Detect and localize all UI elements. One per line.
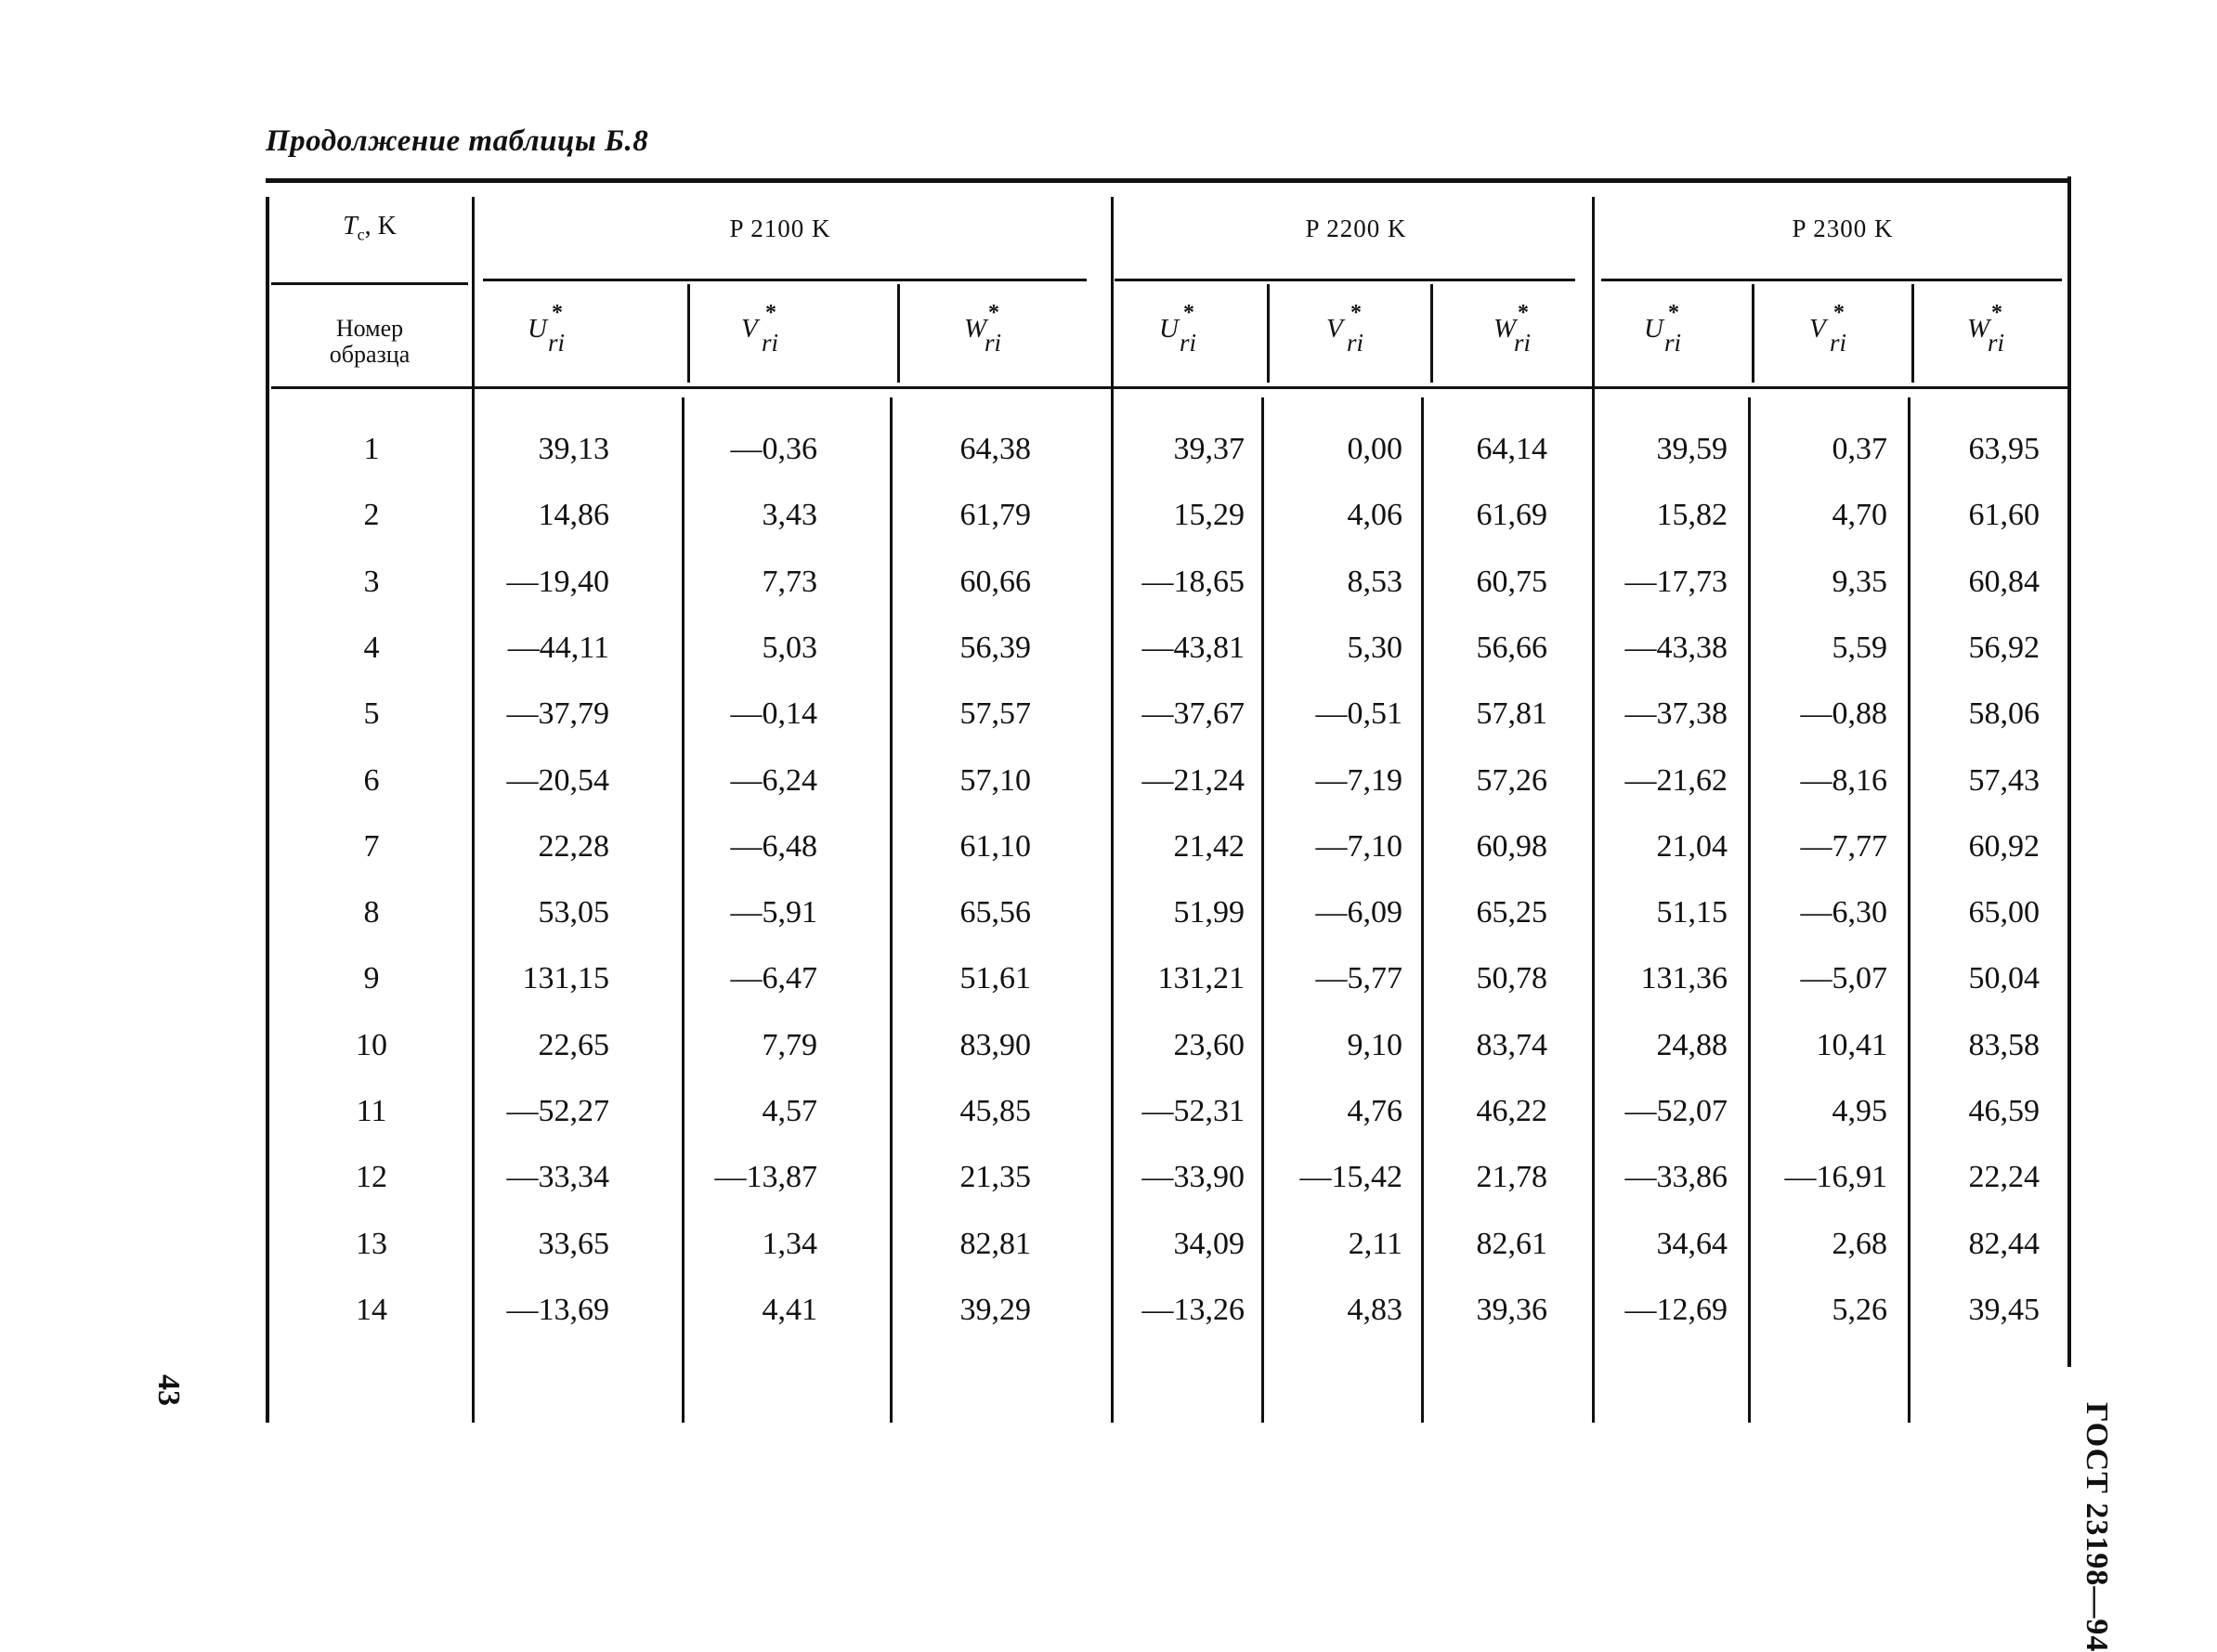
column-asterisk: * [1350,301,1362,325]
table-cell: —0,36 [730,432,817,466]
sample-number: 8 [363,895,380,930]
body-column-separator [890,397,893,1423]
table-cell: 50,78 [1476,961,1547,996]
sample-number: 10 [356,1027,387,1062]
column-subscript: ri [1347,329,1364,357]
document-code: ГОСТ 23198—94 [2080,1402,2114,1652]
table-cell: 9,35 [1832,564,1887,599]
tc-subscript: c [357,225,365,244]
table-cell: —8,16 [1800,762,1887,798]
table-cell: —6,48 [730,828,817,864]
table-cell: —6,09 [1315,895,1402,930]
group-underline-2200 [1115,279,1575,281]
table-cell: —0,51 [1315,696,1402,732]
table-cell: 51,61 [959,961,1031,996]
table-cell: 83,58 [1968,1027,2040,1062]
table-cell: —43,38 [1624,630,1728,665]
table-cell: 61,79 [959,498,1031,533]
table-cell: 131,21 [1157,961,1245,996]
table-cell: 15,29 [1173,498,1245,533]
sample-number: 2 [363,498,380,533]
table-cell: 22,28 [538,828,609,864]
tc-underline [271,282,468,285]
table-right-border [2067,176,2071,1367]
table-cell: 34,64 [1656,1226,1728,1261]
table-cell: —7,10 [1315,828,1402,864]
table-cell: 21,35 [959,1160,1031,1195]
table-cell: —18,65 [1141,564,1245,599]
table-cell: 4,06 [1347,498,1402,533]
table-cell: —21,62 [1624,762,1728,798]
column-subscript: ri [762,329,779,357]
table-cell: 57,81 [1476,696,1547,732]
table-cell: 82,44 [1968,1226,2040,1261]
column-asterisk: * [765,301,776,325]
table-cell: 131,36 [1640,961,1728,996]
table-cell: —52,31 [1141,1094,1245,1128]
table-cell: 51,99 [1173,895,1245,930]
table-cell: 39,36 [1476,1292,1547,1327]
table-cell: 7,79 [762,1027,817,1062]
table-cell: 57,26 [1476,762,1547,798]
table-cell: 53,05 [538,895,609,930]
table-cell: —33,34 [506,1160,609,1195]
column-subscript: ri [1988,329,2005,357]
body-column-separator [1748,397,1751,1423]
table-cell: 1,34 [762,1226,817,1261]
column-subscript: ri [1514,329,1532,357]
column-asterisk: * [1518,301,1529,325]
table-cell: 21,04 [1656,828,1728,864]
table-cell: —33,86 [1624,1160,1728,1195]
column-separator [1111,197,1114,1423]
table-cell: —44,11 [507,630,609,665]
table-cell: 61,60 [1968,498,2040,533]
table-cell: 64,14 [1476,432,1547,466]
table-cell: 82,81 [959,1226,1031,1261]
table-cell: 0,37 [1832,432,1887,466]
table-cell: 22,65 [538,1027,609,1062]
body-column-separator [1421,397,1424,1423]
table-cell: 23,60 [1173,1027,1245,1062]
header-column-separator [1267,284,1270,383]
table-cell: 57,10 [959,762,1031,798]
table-cell: —13,26 [1141,1292,1245,1327]
table-cell: 63,95 [1968,432,2040,466]
table-cell: —5,77 [1315,961,1402,996]
sample-number-label-line1: Номер [335,315,404,342]
table-cell: 15,82 [1656,498,1728,533]
sample-number: 13 [356,1226,387,1261]
tc-unit: , K [364,212,397,241]
sample-number: 6 [363,762,380,798]
table-top-rule [266,178,2067,183]
table-cell: 5,26 [1832,1292,1887,1327]
table-cell: 58,06 [1968,696,2040,732]
table-caption: Продолжение таблицы Б.8 [266,124,649,158]
table-cell: —0,88 [1800,696,1887,732]
table-cell: 21,78 [1476,1160,1547,1195]
table-cell: 51,15 [1656,895,1728,930]
group-header-2300: P 2300 K [1792,215,1894,242]
column-symbol: W [1493,314,1517,344]
table-cell: —43,81 [1141,630,1245,665]
column-asterisk: * [1183,301,1194,325]
table-cell: —6,24 [730,762,817,798]
column-symbol: U [528,314,547,344]
table-cell: 64,38 [959,432,1031,466]
table-cell: 60,92 [1968,828,2040,864]
table-cell: 39,37 [1173,432,1245,466]
header-bottom-rule [271,386,2067,389]
column-subscript: ri [1830,329,1847,357]
table-cell: 22,24 [1968,1160,2040,1195]
header-column-separator [687,284,690,383]
table-cell: —37,67 [1141,696,1245,732]
table-cell: —5,91 [730,895,817,930]
column-symbol: W [964,314,987,344]
table-cell: —16,91 [1784,1160,1887,1195]
table-cell: 7,73 [762,564,817,599]
table-cell: 65,56 [959,895,1031,930]
table-cell: —5,07 [1800,961,1887,996]
table-cell: 60,66 [959,564,1031,599]
table-cell: 0,00 [1347,432,1402,466]
table-cell: 83,90 [959,1027,1031,1062]
sample-number: 11 [356,1094,387,1128]
table-cell: 83,74 [1476,1027,1547,1062]
table-cell: 131,15 [522,961,609,996]
table-cell: 14,86 [538,498,609,533]
table-cell: —13,69 [506,1292,609,1327]
table-cell: 39,59 [1656,432,1728,466]
table-cell: 57,57 [959,696,1031,732]
header-column-separator [1911,284,1914,383]
table-cell: —20,54 [506,762,609,798]
table-cell: —13,87 [714,1160,817,1195]
group-header-2100: P 2100 K [729,215,831,242]
group-underline-2300 [1601,279,2062,281]
table-cell: 21,42 [1173,828,1245,864]
sample-number-label [271,316,468,368]
sample-number: 9 [363,961,380,996]
column-separator [1592,197,1595,1423]
table-cell: 61,69 [1476,498,1547,533]
column-symbol: U [1644,314,1663,344]
table-cell: 61,10 [959,828,1031,864]
column-subscript: ri [1180,329,1197,357]
sample-number: 12 [356,1160,387,1195]
table-cell: —6,47 [730,961,817,996]
table-cell: 50,04 [1968,961,2040,996]
table-cell: 39,29 [959,1292,1031,1327]
table-cell: 4,76 [1347,1094,1402,1128]
table-cell: 65,25 [1476,895,1547,930]
table-cell: 46,22 [1476,1094,1547,1128]
column-symbol: V [1326,314,1343,344]
table-cell: 39,13 [538,432,609,466]
table-cell: 60,75 [1476,564,1547,599]
table-cell: —0,14 [730,696,817,732]
table-cell: 45,85 [959,1094,1031,1128]
column-asterisk: * [1833,301,1845,325]
table-cell: 4,41 [762,1292,817,1327]
table-cell: 4,57 [762,1094,817,1128]
table-cell: —52,07 [1624,1094,1728,1128]
body-column-separator [1261,397,1264,1423]
column-asterisk: * [1991,301,2002,325]
table-cell: 56,66 [1476,630,1547,665]
column-subscript: ri [548,329,566,357]
table-cell: 39,45 [1968,1292,2040,1327]
table-cell: 46,59 [1968,1094,2040,1128]
table-left-border [266,197,269,1423]
table-cell: 24,88 [1656,1027,1728,1062]
column-asterisk: * [552,301,563,325]
tc-symbol: T [343,212,358,241]
table-cell: 60,84 [1968,564,2040,599]
column-subscript: ri [985,329,1002,357]
column-asterisk: * [988,301,999,325]
table-cell: —17,73 [1624,564,1728,599]
sample-number: 7 [363,828,380,864]
table-cell: 10,41 [1816,1027,1887,1062]
table-cell: 3,43 [762,498,817,533]
table-cell: 4,83 [1347,1292,1402,1327]
table-cell: —12,69 [1624,1292,1728,1327]
page-number: 43 [151,1374,186,1406]
column-separator [472,197,475,1423]
table-cell: —21,24 [1141,762,1245,798]
sample-number: 4 [363,630,380,665]
table-cell: 5,30 [1347,630,1402,665]
column-subscript: ri [1664,329,1682,357]
table-cell: —52,27 [506,1094,609,1128]
sample-number: 14 [356,1292,387,1327]
sample-number: 5 [363,696,380,732]
sample-number: 1 [363,432,380,466]
table-cell: —7,19 [1315,762,1402,798]
table-cell: 5,03 [762,630,817,665]
table-cell: 5,59 [1832,630,1887,665]
group-underline-2100 [483,279,1087,281]
table-cell: —19,40 [506,564,609,599]
table-cell: —7,77 [1800,828,1887,864]
table-cell: 2,68 [1832,1226,1887,1261]
column-asterisk: * [1668,301,1679,325]
header-column-separator [1430,284,1433,383]
table-cell: 8,53 [1347,564,1402,599]
header-column-separator [1752,284,1754,383]
table-cell: 4,70 [1832,498,1887,533]
table-cell: —15,42 [1299,1160,1402,1195]
table-cell: 60,98 [1476,828,1547,864]
tc-label [271,214,468,248]
table-cell: 9,10 [1347,1027,1402,1062]
table-cell: 33,65 [538,1226,609,1261]
column-symbol: U [1159,314,1179,344]
body-column-separator [1908,397,1911,1423]
table-cell: —37,79 [506,696,609,732]
table-cell: 56,39 [959,630,1031,665]
table-cell: 82,61 [1476,1226,1547,1261]
table-cell: —6,30 [1800,895,1887,930]
sample-number: 3 [363,564,380,599]
table-cell: —37,38 [1624,696,1728,732]
column-symbol: V [741,314,758,344]
sample-number-label-line2: образца [329,341,411,368]
table-cell: 65,00 [1968,895,2040,930]
group-header-2200: P 2200 K [1305,215,1407,242]
table-cell: 2,11 [1348,1226,1402,1261]
body-column-separator [682,397,685,1423]
table-cell: 56,92 [1968,630,2040,665]
table-cell: 4,95 [1832,1094,1887,1128]
column-symbol: W [1967,314,1990,344]
table-cell: 34,09 [1173,1226,1245,1261]
column-symbol: V [1809,314,1826,344]
table-cell: 57,43 [1968,762,2040,798]
header-column-separator [897,284,900,383]
table-cell: —33,90 [1141,1160,1245,1195]
